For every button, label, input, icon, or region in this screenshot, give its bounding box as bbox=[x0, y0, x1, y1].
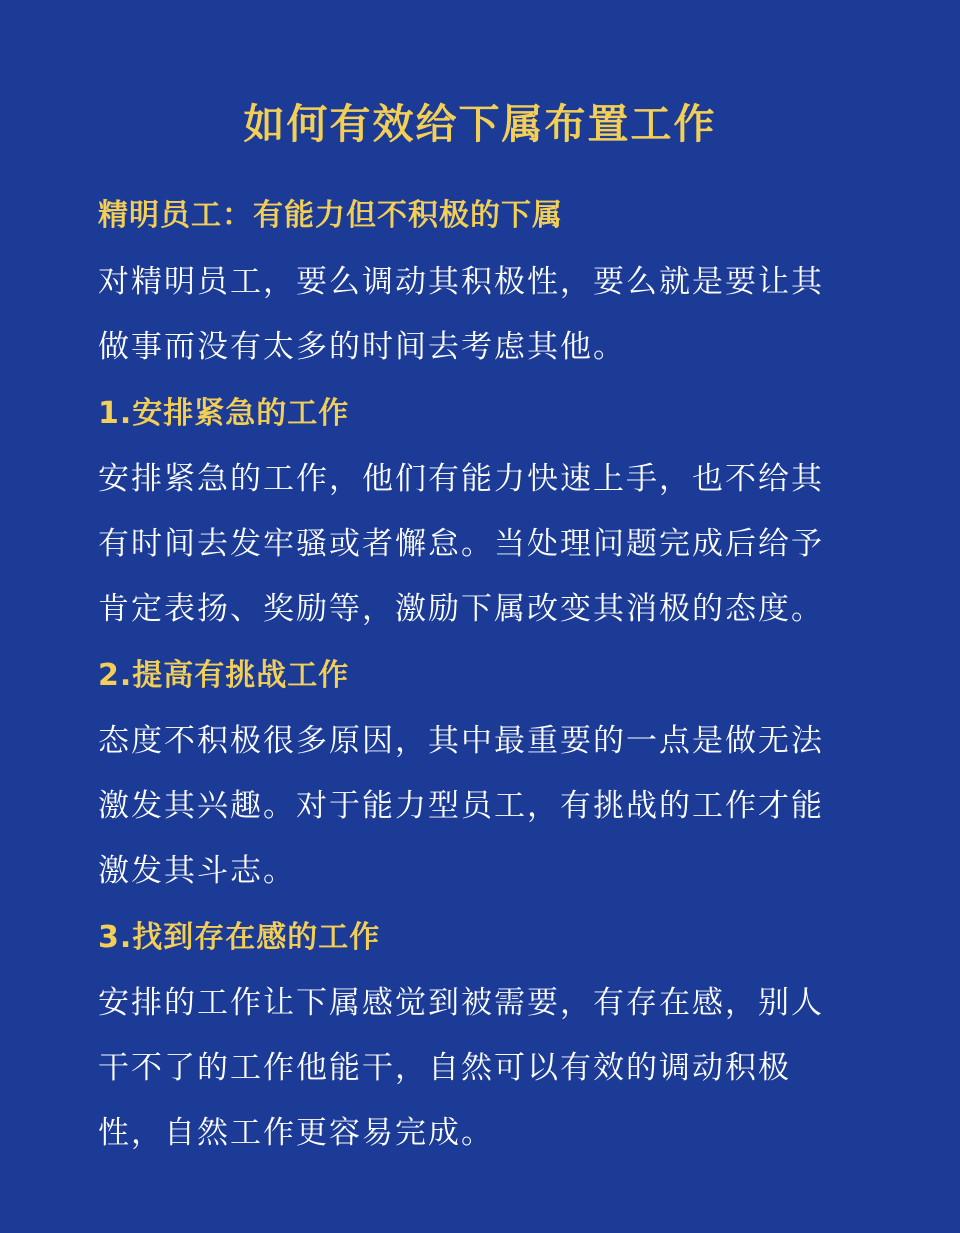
section-body-intro: 对精明员工，要么调动其积极性，要么就是要让其 做事而没有太多的时间去考虑其他。 bbox=[98, 264, 824, 365]
section-body-3: 安排的工作让下属感觉到被需要，有存在感，别人 干不了的工作他能干，自然可以有效的调动积极 性，自然工作更容易完成。 bbox=[98, 985, 824, 1151]
section-heading-3: 3.找到存在感的工作 bbox=[98, 920, 381, 955]
section-heading-2: 2.提高有挑战工作 bbox=[98, 658, 350, 693]
section-body-1: 安排紧急的工作，他们有能力快速上手，也不给其 有时间去发牢骚或者懈怠。当处理问题完成后给予 肯定表扬、奖励等，激励下属改变其消极的态度。 bbox=[98, 461, 824, 627]
page-title: 如何有效给下属布置工作 bbox=[243, 100, 717, 148]
section-heading-intro: 精明员工：有能力但不积极的下属 bbox=[98, 198, 563, 233]
section-body-2: 态度不积极很多原因，其中最重要的一点是做无法 激发其兴趣。对于能力型员工，有挑战的工作才能 激发其斗志。 bbox=[98, 723, 824, 889]
section-heading-1: 1.安排紧急的工作 bbox=[98, 396, 350, 431]
